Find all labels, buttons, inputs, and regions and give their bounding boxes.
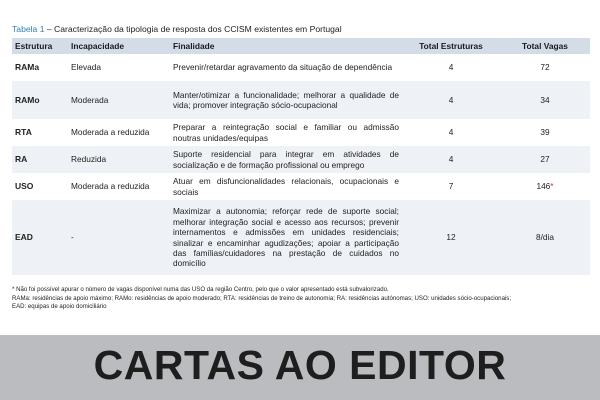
cell-total-estruturas: 7 xyxy=(448,181,454,192)
cell-finalidade: Atuar em disfuncionalidades relacionais, ocupacionais e sociais xyxy=(173,176,399,197)
cell-estrutura: RTA xyxy=(15,127,32,138)
header-total-estruturas: Total Estruturas xyxy=(402,38,500,54)
cell-total-estruturas: 4 xyxy=(402,81,500,119)
header-incapacidade: Incapacidade xyxy=(68,38,170,54)
footnote-asterisk: * Não foi possível apurar o número de vagas disponível numa das USO da região Centro, pelo que o valor apresentado está subvalorizado. xyxy=(12,286,389,293)
cell-incapacidade: Moderada a reduzida xyxy=(71,181,150,192)
cell-incapacidade: Moderada a reduzida xyxy=(71,127,150,138)
cell-estrutura: RA xyxy=(12,146,68,173)
section-banner xyxy=(0,335,600,400)
table-row xyxy=(12,54,590,81)
table-row xyxy=(12,81,590,119)
cell-incapacidade: Elevada xyxy=(71,62,101,73)
cell-estrutura: RAMo xyxy=(12,81,68,119)
cell-finalidade: Preparar a reintegração social e familiar ou admissão noutras unidades/equipas xyxy=(173,122,399,143)
header-finalidade: Finalidade xyxy=(170,38,402,54)
cell-estrutura: EAD xyxy=(12,200,68,275)
cell-total-vagas xyxy=(500,54,590,81)
cell-total-estruturas: 4 xyxy=(448,127,454,138)
cell-estrutura: USO xyxy=(15,181,34,192)
vagas-value: 39 xyxy=(540,127,550,138)
header-total-vagas: Total Vagas xyxy=(500,38,590,54)
cell-finalidade: Prevenir/retardar agravamento da situação de dependência xyxy=(173,62,393,73)
cell-estrutura: RAMa xyxy=(15,62,40,73)
caption-title: – Caracterização da tipologia de resposta dos CCISM existentes em Portugal xyxy=(44,24,342,34)
caption-label: Tabela 1 xyxy=(12,24,45,34)
table-footnotes xyxy=(12,286,590,312)
cell-finalidade: Suporte residencial para integrar em atividades de socialização e de formação profissional ou emprego xyxy=(170,146,402,173)
cell-finalidade: Manter/otimizar a funcionalidade; melhorar a qualidade de vida; promover integração sócio-ocupacional xyxy=(170,81,402,119)
cell-total-estruturas: 4 xyxy=(402,146,500,173)
typology-table xyxy=(12,38,590,275)
cell-total-vagas xyxy=(500,146,590,173)
table-row xyxy=(12,146,590,173)
table-row xyxy=(12,119,590,146)
cell-total-estruturas: 12 xyxy=(402,200,500,275)
banner-title: CARTAS AO EDITOR xyxy=(93,342,507,388)
vagas-value: 8/dia xyxy=(536,232,554,243)
footnote-mark: * xyxy=(550,181,554,192)
table-row xyxy=(12,200,590,275)
cell-incapacidade: Reduzida xyxy=(68,146,170,173)
table-row xyxy=(12,173,590,200)
footnote-abbreviations: RAMa: residências de apoio máximo; RAMo: residências de apoio moderado; RTA: residências de treino de autonomia; RA: residências autónomas; USO: unidades sócio-ocupacionais; xyxy=(12,294,512,302)
cell-total-estruturas: 4 xyxy=(448,62,454,73)
cell-total-vagas xyxy=(500,81,590,119)
vagas-value: 146 xyxy=(536,181,551,192)
footnote-abbreviations-cont: EAD: equipas de apoio domiciliário xyxy=(12,303,107,311)
header-estrutura: Estrutura xyxy=(12,38,68,54)
cell-total-vagas xyxy=(500,119,590,146)
cell-finalidade: Maximizar a autonomia; reforçar rede de suporte social; melhorar integração social e acesso aos recursos; prevenir internamentos e admissões em unidades residenciais; sinalizar e encaminhar agudizações; apoiar a participação das famílias/cuidadores na prestação de cuidados no domicílio xyxy=(170,200,402,275)
table-caption xyxy=(12,24,342,34)
vagas-value: 34 xyxy=(540,94,550,105)
cell-incapacidade: - xyxy=(68,200,170,275)
vagas-value: 27 xyxy=(540,154,550,165)
table-header-row xyxy=(12,38,590,54)
cell-total-vagas xyxy=(500,200,590,275)
cell-incapacidade: Moderada xyxy=(68,81,170,119)
vagas-value: 72 xyxy=(540,62,550,73)
cell-total-vagas xyxy=(500,173,590,200)
